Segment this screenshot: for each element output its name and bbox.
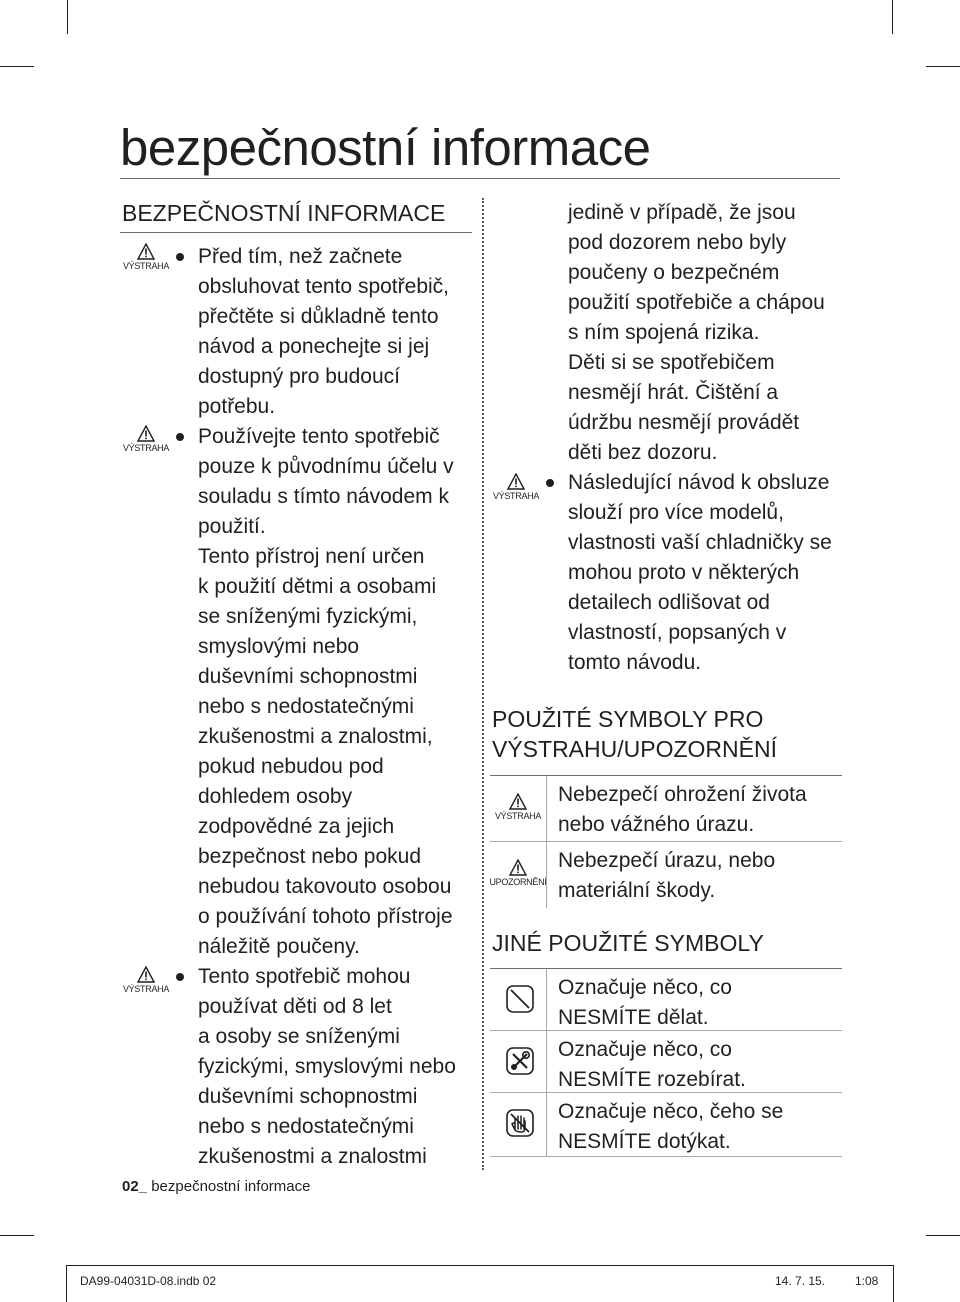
item-text: jedině v případě, že jsou pod dozorem nebo byly poučeny o bezpečném použití spotřebiče a chápou s ním spojená rizika. Děti si se spotřebičem nesmějí hrát. Čištění a údržbu nesmějí provádět děti bez dozoru. [568,201,825,464]
caution-badge [488,859,548,887]
symbol-description: Nebezpečí ohrožení života nebo vážného úrazu. [558,783,807,836]
row-divider [490,1156,842,1157]
symbol-row [490,1031,842,1093]
warning-label: VÝSTRAHA [494,811,542,821]
chapter-rule [120,178,840,179]
item-text: Tento spotřebič mohou používat děti od 8 let a osoby se sníženými fyzickými, smyslovými nebo duševními schopnostmi nebo s nedostatečnými zkušenostmi a znalostmi [198,965,456,1168]
do-not-touch-icon [506,1109,534,1137]
section-heading-safety: BEZPEČNOSTNÍ INFORMACE [122,200,446,226]
warning-triangle-icon [507,473,525,490]
slug-date: 14. 7. 15. [775,1274,826,1288]
warning-label: VÝSTRAHA [122,984,170,994]
warning-badge [486,473,546,501]
crop-mark [892,0,893,34]
prohibited-icon [506,985,534,1013]
item-text: Před tím, než začnete obsluhovat tento spotřebič, přečtěte si důkladně tento návod a ponechejte si jej dostupný pro budoucí potřebu. [198,245,449,418]
symbol-row [490,969,842,1031]
symbol-description: Označuje něco, čeho se NESMÍTE dotýkat. [558,1100,784,1153]
slug-time: 1:08 [855,1274,879,1288]
warning-label: VÝSTRAHA [122,261,170,271]
slug-divider [893,1265,894,1302]
table-divider [546,1031,547,1093]
warning-triangle-icon [137,425,155,442]
slug-rule [66,1265,894,1266]
bullet [176,253,184,261]
warning-triangle-icon [137,966,155,983]
item-text: Následující návod k obsluze slouží pro více modelů, vlastnosti vaší chladničky se mohou proto v některých detailech odlišovat od vlastností, popsaných v tomto návodu. [568,471,832,674]
page-number: 02_ [122,1178,148,1195]
crop-mark [0,66,34,67]
table-divider [546,1093,547,1157]
section-heading-other-symbols: JINÉ POUŽITÉ SYMBOLY [492,930,764,956]
table-divider [546,969,547,1031]
chapter-title: bezpečnostní informace [120,119,651,176]
warning-badge [116,966,176,994]
symbol-description: Nebezpečí úrazu, nebo materiální škody. [558,849,776,902]
warning-triangle-icon [137,243,155,260]
crop-mark [67,0,68,34]
bullet [176,433,184,441]
warning-label: VÝSTRAHA [492,491,540,501]
symbol-row [490,1093,842,1157]
page-footer-label: bezpečnostní informace [151,1178,311,1195]
warning-badge [488,793,548,821]
slug-file: DA99-04031D-08.indb 02 [80,1274,217,1288]
caution-triangle-icon [509,859,527,876]
table-divider [546,776,547,842]
symbol-description: Označuje něco, co NESMÍTE dělat. [558,976,732,1029]
warning-badge [116,425,176,453]
bullet [546,479,554,487]
crop-mark [0,1235,34,1236]
symbol-row [490,776,842,842]
page-footer [122,1178,310,1195]
caution-label: UPOZORNĚNÍ [489,877,547,887]
table-divider [546,842,547,908]
section-rule [120,232,472,233]
warning-triangle-icon [509,793,527,810]
crop-mark [926,66,960,67]
section-heading-symbols: POUŽITÉ SYMBOLY PRO VÝSTRAHU/UPOZORNĚNÍ [492,706,777,762]
row-divider [490,907,842,908]
do-not-disassemble-icon [506,1047,534,1075]
item-text: Používejte tento spotřebič pouze k původnímu účelu v souladu s tímto návodem k použití. Tento přístroj není určen k použití dětmi a osobami se sníženými fyzickými, smyslovými nebo duševními schopnostmi nebo s nedostatečnými zkušenostmi a znalostmi, pokud nebudou pod dohledem osoby zodpovědné za jejich bezpečnost nebo pokud nebudou takovouto osobou o používání tohoto přístroje náležitě poučeny. [198,425,454,958]
warning-badge [116,243,176,271]
symbol-row [490,842,842,908]
bullet [176,973,184,981]
symbol-description: Označuje něco, co NESMÍTE rozebírat. [558,1038,746,1091]
warning-label: VÝSTRAHA [122,443,170,453]
slug-divider [66,1265,67,1302]
crop-mark [926,1235,960,1236]
column-divider [482,198,484,1170]
